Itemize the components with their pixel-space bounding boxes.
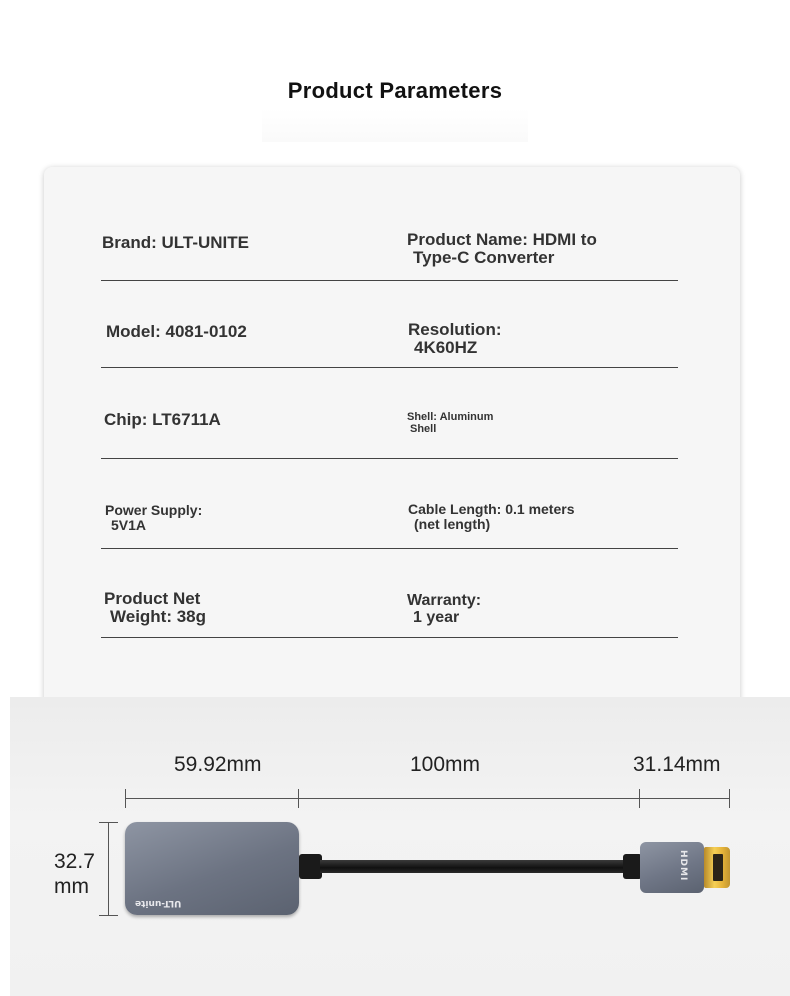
param-power-line1: Power Supply: [105, 502, 203, 518]
row-divider [101, 367, 678, 368]
height-dimension-line [108, 822, 109, 916]
hdmi-label: HDMI [678, 850, 688, 882]
hdmi-connector-housing [640, 842, 704, 893]
row-divider [101, 637, 678, 638]
param-chip: Chip: LT6711A [104, 410, 221, 429]
dim-height [54, 849, 95, 899]
cable [320, 860, 630, 873]
dimension-tick [125, 789, 126, 808]
row-divider [101, 280, 678, 281]
param-resolution-line1: Resolution: [408, 320, 502, 339]
dim-height-value: 32.7 [54, 850, 95, 873]
dimension-tick [298, 789, 299, 808]
dimension-tick [639, 789, 640, 808]
title-backdrop [262, 108, 528, 142]
param-shell-line2: Shell [410, 422, 437, 435]
parameters-card [44, 167, 740, 707]
param-product-name [407, 231, 597, 267]
param-product-name-line2: Type-C Converter [413, 247, 555, 267]
hdmi-plug-socket [713, 854, 723, 881]
dim-height-unit: mm [54, 875, 89, 898]
adapter-housing [125, 822, 299, 915]
dimension-tick [99, 822, 118, 823]
param-weight-line2: Weight: 38g [110, 606, 207, 626]
param-cable-length [408, 502, 575, 531]
dim-cable-length: 100mm [410, 753, 481, 776]
dim-plug-length: 31.14mm [633, 753, 721, 776]
cable-strain-relief [299, 854, 322, 879]
hdmi-plug [704, 847, 730, 888]
param-model: Model: 4081-0102 [106, 322, 247, 341]
param-weight-line1: Product Net [104, 589, 201, 608]
row-divider [101, 458, 678, 459]
param-power-line2: 5V1A [111, 516, 147, 533]
param-cable-line2: (net length) [414, 515, 491, 532]
param-warranty-line2: 1 year [413, 608, 460, 626]
param-product-name-line1: Product Name: HDMI to [407, 230, 597, 249]
param-brand: Brand: ULT-UNITE [102, 233, 250, 252]
brand-logo: ULT-unite [135, 898, 182, 908]
param-warranty [407, 593, 481, 627]
param-power-supply [105, 503, 202, 532]
param-shell [407, 412, 493, 435]
param-cable-line1: Cable Length: 0.1 meters [408, 501, 575, 517]
dim-body-length: 59.92mm [174, 753, 262, 776]
param-warranty-line1: Warranty: [407, 592, 482, 609]
dimension-tick [99, 915, 118, 916]
param-shell-line1: Shell: Aluminum [407, 411, 494, 423]
param-resolution [408, 321, 502, 357]
page-title: Product Parameters [287, 78, 503, 103]
param-weight [104, 590, 206, 626]
row-divider [101, 548, 678, 549]
dimension-tick [729, 789, 730, 808]
param-resolution-line2: 4K60HZ [414, 337, 478, 357]
